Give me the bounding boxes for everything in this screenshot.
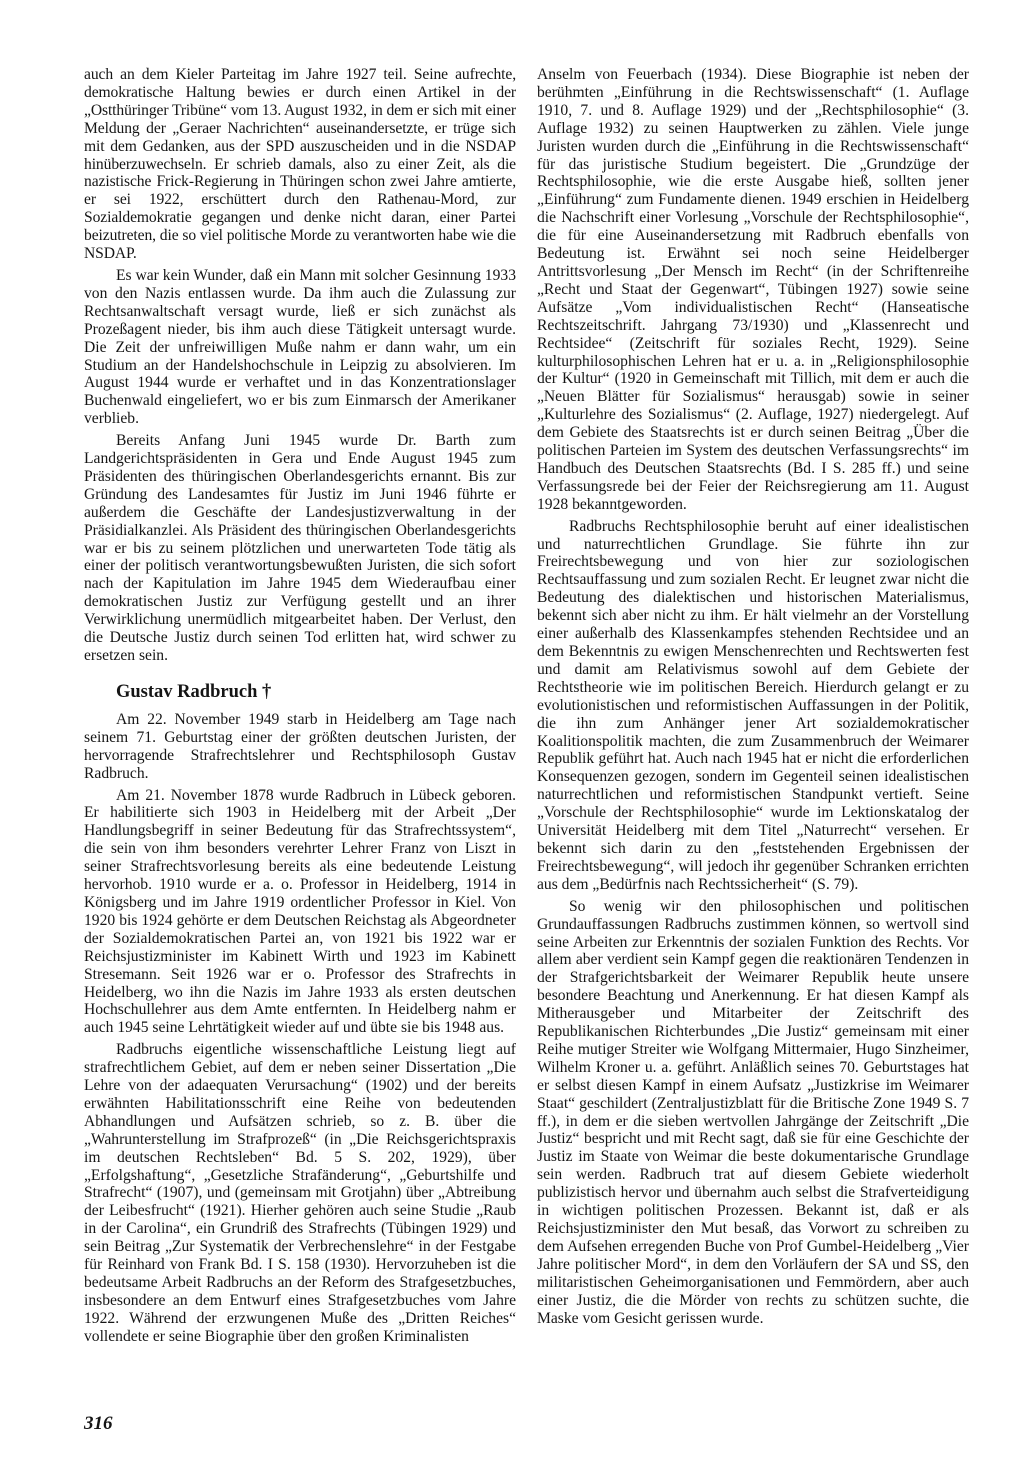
article-paragraph: Bereits Anfang Juni 1945 wurde Dr. Barth zum Landgerichtspräsidenten in Gera und Ende August 1945 zum Präsidenten des thüringischen Oberlandesgerichts ernannt. Bis zur Gründung des Landesamtes für Justiz im Juni 1946 führte er außerdem die Geschäfte der Landesjustizverwaltung in der Präsidialkanzlei. Als Präsident des thüringischen Oberlandesgerichts war er bis zu seinem plötzlichen und unerwarteten Tode tätig als einer der politisch verantwortungsbewußten Juristen, die sich sofort nach der Kapitulation im Jahre 1945 dem Wiederaufbau einer demokratischen Justiz zur Verfügung gestellt und an ihrer Verwirklichung unermüdlich mitgearbeitet haben. Der Verlust, den die Deutsche Justiz durch seinen Tod erlitten hat, wird schwer zu ersetzen sein. bbox=[84, 432, 516, 664]
article-paragraph: Radbruchs eigentliche wissenschaftliche Leistung liegt auf strafrechtlichem Gebiet, auf dem er neben seiner Dissertation „Die Lehre von der adaequaten Verursachung“ (1902) und der bereits erwähnten Habilitationsschrift eine Reihe von bedeutenden Abhandlungen und Aufsätzen schrieb, so z. B. über die „Wahrunterstellung im Strafprozeß“ (in „Die Reichsgerichtspraxis im deutschen Rechtsleben“ Bd. 5 S. 202, 1929), über „Erfolgshaftung“, „Gesetzliche Strafänderung“, „Geburtshilfe und Strafrecht“ (1907), und (gemeinsam mit Grotjahn) über „Abtreibung der Leibesfrucht“ (1921). Hierher gehören auch seine Studie „Raub in der Carolina“, ein Grundriß des Strafrechts (Tübingen 1929) und sein Beitrag „Zur Systematik der Verbrechenslehre“ in der Festgabe für Reinhard von Frank Bd. I S. 158 (1930). Hervorzuheben ist die bedeutsame Arbeit Radbruchs an der Reform des Strafgesetzbuches, insbesondere an dem Entwurf eines Strafgesetzbuches vom Jahre 1922. Während der erzwungenen Muße des „Dritten Reiches“ vollendete er seine Biographie über den großen Kriminalisten bbox=[84, 1041, 516, 1345]
article-paragraph: Am 21. November 1878 wurde Radbruch in Lübeck geboren. Er habilitierte sich 1903 in Heidelberg mit der Arbeit „Der Handlungsbegriff in seiner Bedeutung für das Strafrechtssystem“, die sein von ihm besonders verehrter Lehrer Franz von Liszt in seiner Strafrechtsvorlesung bereits als eine bedeutende Leistung hervorhob. 1910 wurde er a. o. Professor in Heidelberg, 1914 in Königsberg und im Jahre 1919 ordentlicher Professor in Kiel. Von 1920 bis 1924 gehörte er dem Deutschen Reichstag als Abgeordneter der Sozialdemokratischen Partei an, von 1921 bis 1922 war er Reichsjustizminister im Kabinett Wirth und 1923 im Kabinett Stresemann. Seit 1926 war er o. Professor des Strafrechts in Heidelberg, wo ihn die Nazis im Jahre 1933 als ersten deutschen Hochschullehrer aus dem Amte entfernten. In Heidelberg nahm er auch 1945 seine Lehrtätigkeit wieder auf und übte sie bis 1948 aus. bbox=[84, 786, 516, 1037]
right-column bbox=[537, 66, 969, 1327]
article-paragraph: Anselm von Feuerbach (1934). Diese Biographie ist neben der berühmten „Einführung in die Rechtswissenschaft“ (1. Auflage 1910, 7. und 8. Auflage 1929) und der „Rechtsphilosophie“ (3. Auflage 1932) zu seinen Hauptwerken zu zählen. Viele junge Juristen wurden durch die „Einführung in die Rechtswissenschaft“ für das juristische Studium begeistert. Die „Grundzüge der Rechtsphilosophie, wie die erste Ausgabe hieß, sollten jener „Einführung“ zum Fundamente dienen. 1949 erschien in Heidelberg die Nachschrift einer Vorlesung „Vorschule der Rechtsphilosophie“, die für eine Auseinandersetzung mit Radbruch ebenfalls von Bedeutung ist. Erwähnt sei noch seine Heidelberger Antrittsvorlesung „Der Mensch im Recht“ (in der Schriftenreihe „Recht und Staat der Gegenwart“, Tübingen 1927) sowie seine Aufsätze „Vom individualistischen Recht“ (Hanseatische Rechtszeitschrift. Jahrgang 73/1930) und „Klassenrecht und Rechtsidee“ (Zeitschrift für soziales Recht, 1929). Seine kulturphilosophischen Lehren hat er u. a. in „Religionsphilosophie der Kultur“ (1920 in Gemeinschaft mit Tillich, mit dem er auch die „Neuen Blätter für Sozialismus“ herausgab) sowie in seiner „Kulturlehre des Sozialismus“ (2. Auflage, 1927) niedergelegt. Auf dem Gebiete des Staatsrechts ist er durch seinen Beitrag „Über die politischen Parteien im System des deutschen Verfassungsrechts“ im Handbuch des Deutschen Staatsrechts (Bd. I S. 285 ff.) und seine Verfassungsrede bei der Feier der Reichsregierung am 11. August 1928 bekanntgeworden. bbox=[537, 66, 969, 513]
article-paragraph: Es war kein Wunder, daß ein Mann mit solcher Gesinnung 1933 von den Nazis entlassen wurde. Da ihm auch die Zulassung zur Rechtsanwaltschaft versagt wurde, ließ er sich zunächst als Prozeßagent nieder, bis ihm auch diese Tätigkeit untersagt wurde. Die Zeit der unfreiwilligen Muße nahm er dann wahr, um ein Studium an der Handelshochschule in Leipzig zu absolvieren. Im August 1944 wurde er verhaftet und in das Konzentrationslager Buchenwald eingeliefert, wo er bis zum Einmarsch der Amerikaner verblieb. bbox=[84, 266, 516, 428]
article-paragraph: auch an dem Kieler Parteitag im Jahre 1927 teil. Seine aufrechte, demokratische Haltung bewies er durch einen Artikel in der „Ostthüringer Tribüne“ vom 13. August 1932, in dem er sich mit einer Meldung der „Geraer Nachrichten“ auseinandersetzte, er trüge sich mit dem Gedanken, aus der SPD auszuscheiden und in die NSDAP hinüberzuwechseln. Er schrieb damals, also zu einer Zeit, als die nazistische Frick-Regierung in Thüringen schon zwei Jahre amtierte, er sei 1922, erschüttert durch den Rathenau-Mord, zur Sozialdemokratie gegangen und denke nicht daran, einer Partei beizutreten, die so viel politische Morde zu verantworten habe wie die NSDAP. bbox=[84, 66, 516, 263]
obituary-heading: Gustav Radbruch † bbox=[116, 681, 272, 702]
article-paragraph: So wenig wir den philosophischen und politischen Grundauffassungen Radbruchs zustimmen können, so wertvoll sind seine Arbeiten zur Erkenntnis der sozialen Funktion des Rechts. Vor allem aber verdient sein Kampf gegen die reaktionären Tendenzen in der Strafgerichtsbarkeit der Weimarer Republik heute unsere besondere Beachtung und Anerkennung. Er hat diesen Kampf als Mitherausgeber und Mitarbeiter der Zeitschrift des Republikanischen Richterbundes „Die Justiz“ gemeinsam mit einer Reihe mutiger Streiter wie Wolfgang Mittermaier, Hugo Sinzheimer, Wilhelm Kroner u. a. geführt. Anläßlich seines 70. Geburtstages hat er selbst diesen Kampf in einem Aufsatz „Justizkrise im Weimarer Staat“ geschildert (Zentraljustizblatt für die Britische Zone 1949 S. 7 ff.), in dem er die sieben wertvollen Jahrgänge der Zeitschrift „Die Justiz“ bespricht und mit Recht sagt, daß sie für eine Geschichte der Justiz im Staate von Weimar die beste dokumentarische Grundlage sein werden. Radbruch trat auf diesem Gebiete wiederholt publizistisch hervor und übernahm auch selbst die Strafverteidigung in wichtigen politischen Prozessen. Bekannt ist, daß er als Reichsjustizminister den Mut besaß, das Vorwort zu schreiben zu dem Aufsehen erregenden Buche von Prof Gumbel-Heidelberg „Vier Jahre politischer Mord“, in dem den Vorläufern der SA und SS, den militaristischen Geheimorganisationen und Femmördern, aber auch einer Justiz, die die Mörder von rechts zu schützen suchte, die Maske vom Gesicht gerissen wurde. bbox=[537, 897, 969, 1327]
article-paragraph: Radbruchs Rechtsphilosophie beruht auf einer idealistischen und naturrechtlichen Grundlage. Sie führte ihn zur Freirechtsbewegung und von hier zur soziologischen Rechtsauffassung und zum sozialen Recht. Er leugnet zwar nicht die Bedeutung des dialektischen und historischen Materialismus, bekennt sich aber nicht zu ihm. Er hält vielmehr an der Vorstellung einer außerhalb des Klassenkampfes stehenden Rechtsidee und an dem Bekenntnis zu ewigen Menschenrechten und Rechtswerten fest und damit am Relativismus sowohl auf dem Gebiete der Rechtstheorie wie im politischen Bereich. Hierdurch gelangt er zu evolutionistischen und reformistischen Auffassungen in der Politik, die ihn zum Anhänger jener Art sozialdemokratischer Koalitionspolitik machten, die zum Zusammenbruch der Weimarer Republik geführt hat. Auch nach 1945 hat er nicht die erforderlichen Konsequenzen gezogen, sondern im Gegenteil seinen idealistischen naturrechtlichen und reformistischen Standpunkt vertieft. Seine „Vorschule der Rechtsphilosophie“ wurde im Lektionskatalog der Universität Heidelberg mit dem Titel „Naturrecht“ versehen. Er bekennt sich darin zu den „feststehenden Ergebnissen der Freirechtsbewegung“, will jedoch ihr gegenüber Schranken errichten aus dem „Bedürfnis nach Rechtssicherheit“ (S. 79). bbox=[537, 517, 969, 893]
page-number: 316 bbox=[84, 1413, 113, 1434]
article-paragraph: Am 22. November 1949 starb in Heidelberg am Tage nach seinem 71. Geburtstag einer der größten deutschen Juristen, der hervorragende Strafrechtslehrer und Rechtsphilosoph Gustav Radbruch. bbox=[84, 710, 516, 782]
left-column bbox=[84, 66, 516, 1346]
